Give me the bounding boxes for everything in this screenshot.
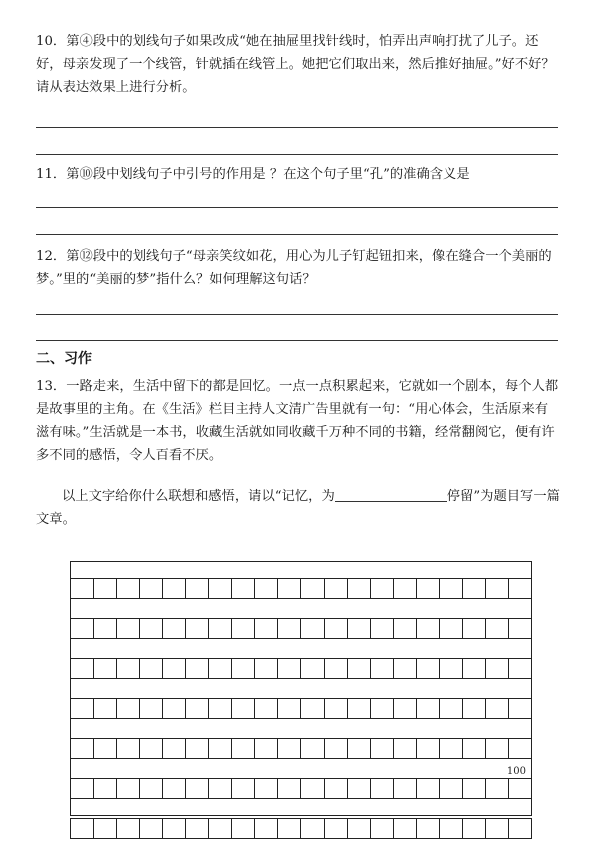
prompt-text-before: 以上文字给你什么联想和感悟，请以“记忆，为 — [62, 489, 335, 504]
grid-cell[interactable] — [94, 579, 117, 598]
grid-cell[interactable] — [232, 699, 255, 718]
grid-cell[interactable] — [117, 579, 140, 598]
grid-cell[interactable] — [348, 579, 371, 598]
grid-cell[interactable] — [140, 579, 163, 598]
grid-cell[interactable] — [163, 739, 186, 758]
grid-cell[interactable] — [278, 819, 301, 838]
grid-row — [70, 578, 532, 599]
grid-cell[interactable] — [301, 779, 324, 798]
grid-cell[interactable] — [163, 819, 186, 838]
grid-cell[interactable] — [209, 699, 232, 718]
grid-cell[interactable] — [509, 739, 531, 758]
grid-cell[interactable] — [301, 819, 324, 838]
grid-row — [70, 698, 532, 719]
grid-row-cells — [70, 698, 532, 719]
grid-cell[interactable] — [232, 739, 255, 758]
grid-cell[interactable] — [278, 779, 301, 798]
answer-line[interactable] — [36, 207, 558, 208]
question-number: 10． — [36, 34, 67, 49]
grid-cell[interactable] — [255, 619, 278, 638]
grid-cell[interactable] — [394, 699, 417, 718]
grid-cell[interactable] — [463, 619, 486, 638]
grid-cell[interactable] — [209, 819, 232, 838]
grid-cell[interactable] — [486, 579, 509, 598]
grid-cell[interactable] — [509, 779, 531, 798]
grid-cell[interactable] — [301, 619, 324, 638]
grid-cell[interactable] — [255, 659, 278, 678]
question-number: 13． — [36, 379, 67, 394]
question-12 — [36, 245, 560, 291]
grid-cell[interactable] — [486, 619, 509, 638]
grid-cell[interactable] — [440, 579, 463, 598]
grid-cell[interactable] — [163, 579, 186, 598]
grid-cell[interactable] — [348, 659, 371, 678]
grid-cell[interactable] — [209, 779, 232, 798]
grid-row — [70, 618, 532, 639]
grid-row-cells — [70, 658, 532, 679]
question-text: 一路走来，生活中留下的都是回忆。一点一点积累起来，它就如一个剧本，每个人都是故事里的主角。在《生活》栏目主持人文清广告里就有一句：“用心体会，生活原来有滋有味。”生活就是一本书，收藏生活就如同收藏千万种不同的书籍，经常翻阅它，便有许多不同的感悟，令人百看不厌。 — [36, 379, 559, 463]
grid-cell[interactable] — [71, 739, 94, 758]
grid-cell[interactable] — [209, 659, 232, 678]
grid-cell[interactable] — [255, 739, 278, 758]
grid-cell[interactable] — [209, 739, 232, 758]
grid-cell[interactable] — [232, 659, 255, 678]
grid-row-cells — [70, 738, 532, 759]
grid-cell[interactable] — [71, 659, 94, 678]
grid-cell[interactable] — [371, 739, 394, 758]
grid-cell[interactable] — [463, 659, 486, 678]
grid-cell[interactable] — [325, 619, 348, 638]
grid-cell[interactable] — [94, 699, 117, 718]
grid-cell[interactable] — [255, 579, 278, 598]
grid-cell[interactable] — [232, 819, 255, 838]
answer-line[interactable] — [36, 127, 558, 128]
grid-cell[interactable] — [140, 659, 163, 678]
grid-cell[interactable] — [348, 779, 371, 798]
grid-cell[interactable] — [163, 619, 186, 638]
grid-cell[interactable] — [394, 659, 417, 678]
grid-row — [70, 658, 532, 679]
grid-cell[interactable] — [278, 579, 301, 598]
grid-cell[interactable] — [117, 819, 140, 838]
answer-line[interactable] — [36, 340, 558, 341]
grid-cell[interactable] — [325, 579, 348, 598]
grid-cell[interactable] — [278, 739, 301, 758]
grid-cell[interactable] — [209, 619, 232, 638]
question-11 — [36, 163, 560, 186]
grid-cell[interactable] — [325, 739, 348, 758]
grid-cell[interactable] — [186, 739, 209, 758]
grid-cell[interactable] — [163, 699, 186, 718]
grid-cell[interactable] — [394, 739, 417, 758]
answer-line[interactable] — [36, 234, 558, 235]
grid-cell[interactable] — [278, 659, 301, 678]
question-13 — [36, 375, 560, 467]
word-count-mark: 100 — [506, 766, 526, 777]
grid-cell[interactable] — [140, 739, 163, 758]
grid-row — [70, 778, 532, 799]
grid-cell[interactable] — [186, 699, 209, 718]
question-number: 11． — [36, 167, 67, 182]
prompt-text-after: 停留”为题目写一篇文章。 — [36, 489, 560, 527]
grid-cell[interactable] — [440, 819, 463, 838]
question-number: 12． — [36, 249, 67, 264]
grid-cell[interactable] — [486, 819, 509, 838]
grid-cell[interactable] — [255, 819, 278, 838]
grid-cell[interactable] — [278, 619, 301, 638]
grid-cell[interactable] — [371, 659, 394, 678]
grid-cell[interactable] — [163, 659, 186, 678]
grid-cell[interactable] — [117, 659, 140, 678]
grid-cell[interactable] — [94, 739, 117, 758]
grid-cell[interactable] — [117, 739, 140, 758]
grid-cell[interactable] — [325, 819, 348, 838]
grid-row — [70, 818, 532, 839]
grid-cell[interactable] — [371, 579, 394, 598]
grid-cell[interactable] — [301, 699, 324, 718]
grid-cell[interactable] — [440, 619, 463, 638]
grid-cell[interactable] — [348, 619, 371, 638]
answer-line[interactable] — [36, 154, 558, 155]
grid-cell[interactable] — [417, 659, 440, 678]
grid-cell[interactable] — [486, 779, 509, 798]
grid-cell[interactable] — [486, 699, 509, 718]
grid-cell[interactable] — [209, 579, 232, 598]
grid-cell[interactable] — [140, 819, 163, 838]
grid-cell[interactable] — [71, 819, 94, 838]
question-text: 第⑩段中划线句子中引号的作用是 ？在这个句子里“孔”的准确含义是 — [66, 167, 470, 182]
grid-cell[interactable] — [140, 619, 163, 638]
grid-cell[interactable] — [348, 819, 371, 838]
grid-cell[interactable] — [186, 619, 209, 638]
grid-cell[interactable] — [140, 699, 163, 718]
grid-cell[interactable] — [325, 779, 348, 798]
grid-row — [70, 738, 532, 759]
answer-line[interactable] — [36, 314, 558, 315]
writing-grid[interactable] — [70, 561, 532, 816]
grid-cell[interactable] — [509, 659, 531, 678]
grid-cell[interactable] — [117, 699, 140, 718]
grid-cell[interactable] — [232, 579, 255, 598]
grid-cell[interactable] — [140, 779, 163, 798]
grid-cell[interactable] — [94, 619, 117, 638]
section-heading: 二、习作 — [36, 351, 92, 367]
grid-cell[interactable] — [71, 699, 94, 718]
grid-cell[interactable] — [371, 779, 394, 798]
grid-cell[interactable] — [255, 779, 278, 798]
grid-cell[interactable] — [417, 779, 440, 798]
grid-cell[interactable] — [509, 819, 531, 838]
grid-cell[interactable] — [301, 579, 324, 598]
grid-cell[interactable] — [417, 579, 440, 598]
grid-cell[interactable] — [186, 779, 209, 798]
grid-cell[interactable] — [71, 579, 94, 598]
grid-cell[interactable] — [417, 619, 440, 638]
grid-cell[interactable] — [463, 699, 486, 718]
grid-cell[interactable] — [255, 699, 278, 718]
grid-cell[interactable] — [463, 819, 486, 838]
grid-cell[interactable] — [417, 699, 440, 718]
question-text: 第④段中的划线句子如果改成“她在抽屉里找针线时，怕弄出声响打扰了儿子。还好，母亲发现了一个线管，针就插在线管上。她把它们取出来，然后推好抽屉。”好不好？请从表达效果上进行分析。 — [36, 34, 555, 95]
grid-cell[interactable] — [325, 699, 348, 718]
grid-cell[interactable] — [440, 779, 463, 798]
question-text: 第⑫段中的划线句子“母亲笑纹如花，用心为儿子钉起钮扣来，像在缝合一个美丽的梦。”里的“美丽的梦”指什么？如何理解这句话？ — [36, 249, 552, 287]
grid-cell[interactable] — [371, 699, 394, 718]
grid-cell[interactable] — [186, 819, 209, 838]
grid-row-cells — [70, 578, 532, 599]
grid-cell[interactable] — [301, 659, 324, 678]
grid-cell[interactable] — [278, 699, 301, 718]
grid-row-cells — [70, 618, 532, 639]
writing-prompt — [36, 485, 560, 531]
grid-cell[interactable] — [509, 699, 531, 718]
grid-cell[interactable] — [440, 659, 463, 678]
grid-cell[interactable] — [117, 619, 140, 638]
grid-cell[interactable] — [348, 739, 371, 758]
grid-cell[interactable] — [463, 779, 486, 798]
grid-cell[interactable] — [71, 779, 94, 798]
grid-cell[interactable] — [94, 779, 117, 798]
grid-cell[interactable] — [394, 619, 417, 638]
grid-cell[interactable] — [394, 819, 417, 838]
grid-cell[interactable] — [232, 619, 255, 638]
grid-row-cells — [70, 818, 532, 839]
grid-cell[interactable] — [463, 739, 486, 758]
title-blank[interactable] — [335, 487, 447, 502]
grid-cell[interactable] — [232, 779, 255, 798]
grid-cell[interactable] — [348, 699, 371, 718]
grid-cell[interactable] — [394, 779, 417, 798]
grid-cell[interactable] — [417, 819, 440, 838]
grid-cell[interactable] — [440, 699, 463, 718]
grid-cell[interactable] — [117, 779, 140, 798]
grid-cell[interactable] — [371, 619, 394, 638]
grid-cell[interactable] — [509, 619, 531, 638]
grid-cell[interactable] — [394, 579, 417, 598]
grid-cell[interactable] — [417, 739, 440, 758]
question-10 — [36, 30, 560, 99]
grid-cell[interactable] — [163, 779, 186, 798]
grid-cell[interactable] — [440, 739, 463, 758]
grid-cell[interactable] — [301, 739, 324, 758]
grid-cell[interactable] — [94, 659, 117, 678]
grid-cell[interactable] — [371, 819, 394, 838]
grid-cell[interactable] — [186, 659, 209, 678]
grid-cell[interactable] — [94, 819, 117, 838]
grid-cell[interactable] — [186, 579, 209, 598]
grid-cell[interactable] — [325, 659, 348, 678]
grid-cell[interactable] — [71, 619, 94, 638]
grid-cell[interactable] — [463, 579, 486, 598]
grid-cell[interactable] — [486, 739, 509, 758]
grid-row-cells — [70, 778, 532, 799]
grid-cell[interactable] — [486, 659, 509, 678]
grid-cell[interactable] — [509, 579, 531, 598]
